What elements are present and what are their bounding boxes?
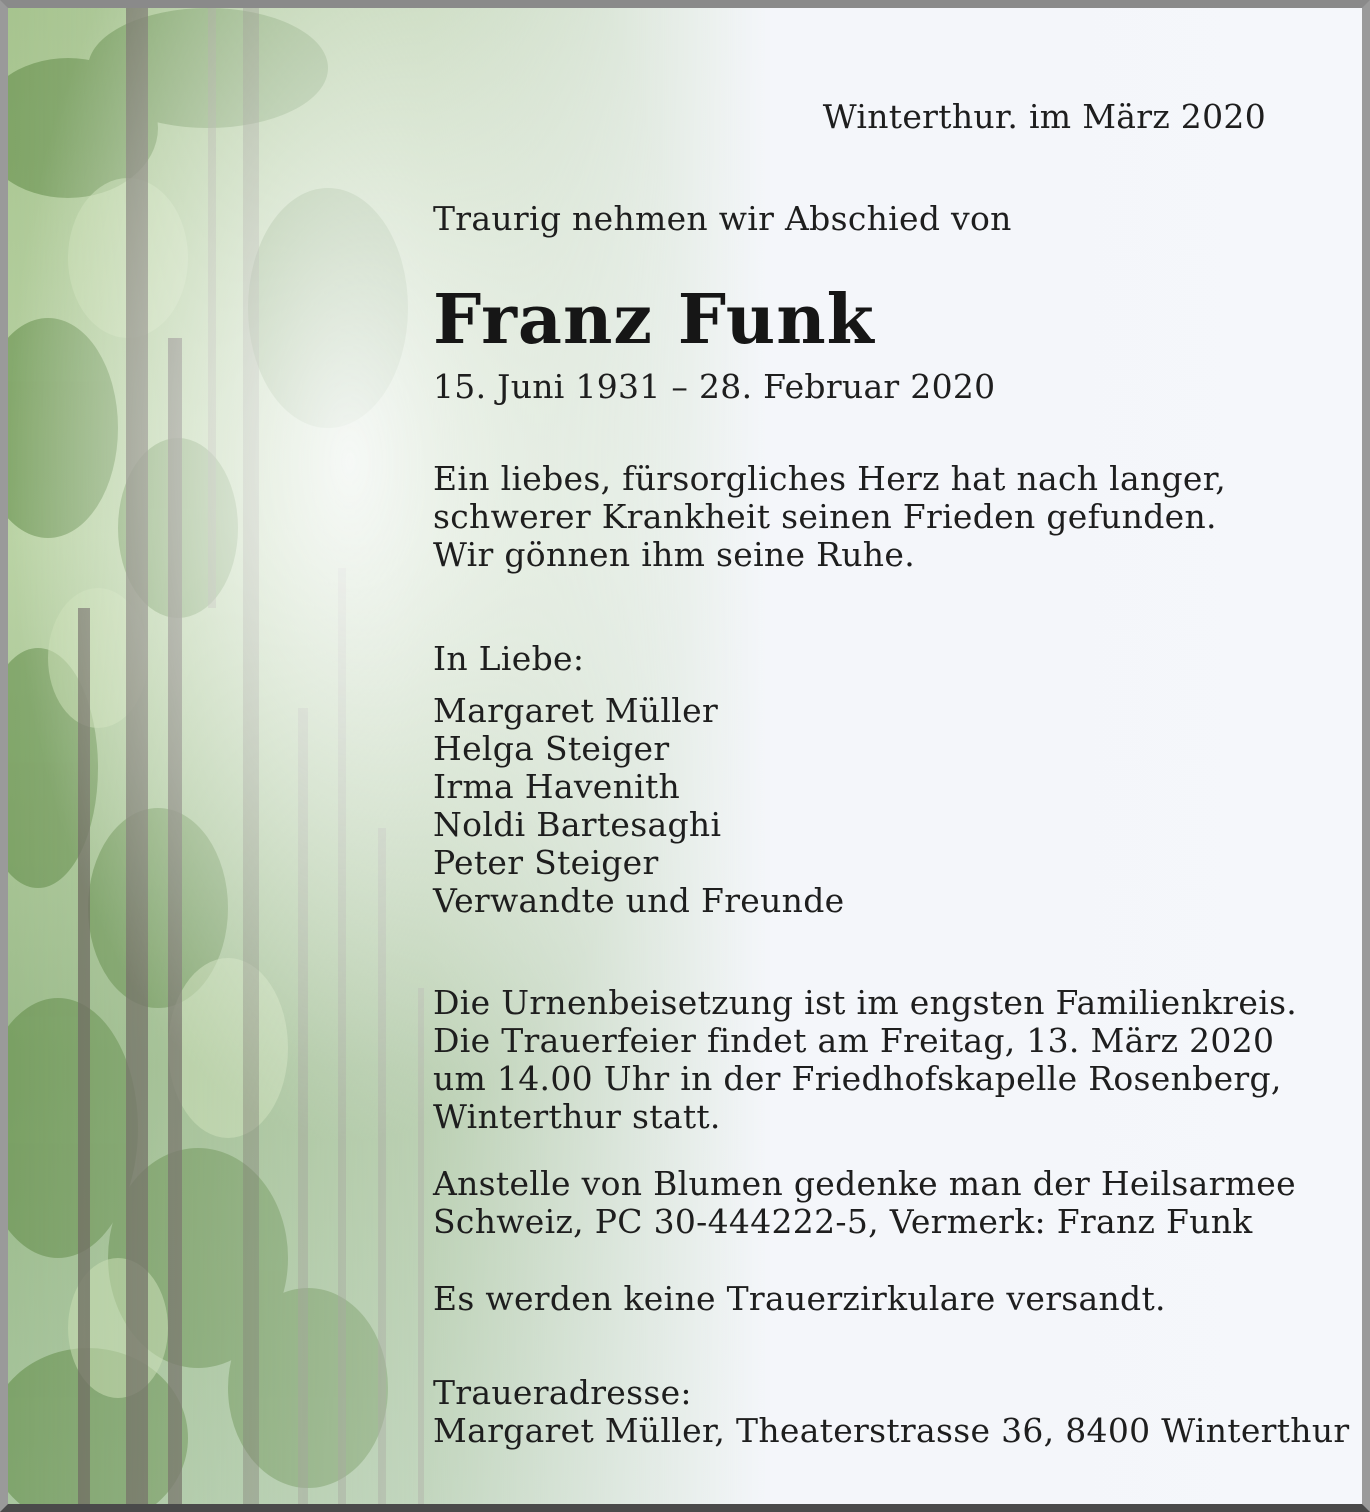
funeral-line: Winterthur statt. — [433, 1097, 721, 1136]
tribute-line: Ein liebes, fürsorgliches Herz hat nach langer, — [433, 459, 1226, 498]
deceased-name: Franz Funk — [433, 280, 875, 360]
mourner-name: Helga Steiger — [433, 729, 670, 768]
in-love-label: In Liebe: — [433, 639, 585, 678]
address-label: Traueradresse: — [433, 1373, 692, 1412]
donation-info — [433, 1165, 1296, 1241]
intro-text: Traurig nehmen wir Abschied von — [433, 199, 1012, 238]
life-dates: 15. Juni 1931 – 28. Februar 2020 — [433, 367, 996, 406]
place-date: Winterthur. im März 2020 — [822, 97, 1266, 136]
mourner-name: Noldi Bartesaghi — [433, 805, 722, 844]
funeral-line: um 14.00 Uhr in der Friedhofskapelle Rosenberg, — [433, 1059, 1282, 1098]
funeral-line: Die Trauerfeier findet am Freitag, 13. März 2020 — [433, 1021, 1275, 1060]
mourners-list — [433, 692, 844, 920]
funeral-line: Die Urnenbeisetzung ist im engsten Familienkreis. — [433, 983, 1298, 1022]
donation-line: Anstelle von Blumen gedenke man der Heilsarmee — [433, 1164, 1296, 1203]
mourning-address — [433, 1374, 1349, 1450]
mourner-name: Margaret Müller — [433, 691, 719, 730]
mourner-name: Peter Steiger — [433, 843, 659, 882]
mourner-name: Irma Havenith — [433, 767, 681, 806]
tribute-text — [433, 460, 1226, 574]
funeral-info — [433, 984, 1297, 1136]
address-text: Margaret Müller, Theaterstrasse 36, 8400 Winterthur — [433, 1411, 1350, 1450]
tribute-line: Wir gönnen ihm seine Ruhe. — [433, 535, 915, 574]
mourner-name: Verwandte und Freunde — [433, 881, 845, 920]
donation-line: Schweiz, PC 30-444222-5, Vermerk: Franz Funk — [433, 1202, 1253, 1241]
tribute-line: schwerer Krankheit seinen Frieden gefunden. — [433, 497, 1217, 536]
no-circulars-note: Es werden keine Trauerzirkulare versandt. — [433, 1279, 1166, 1318]
